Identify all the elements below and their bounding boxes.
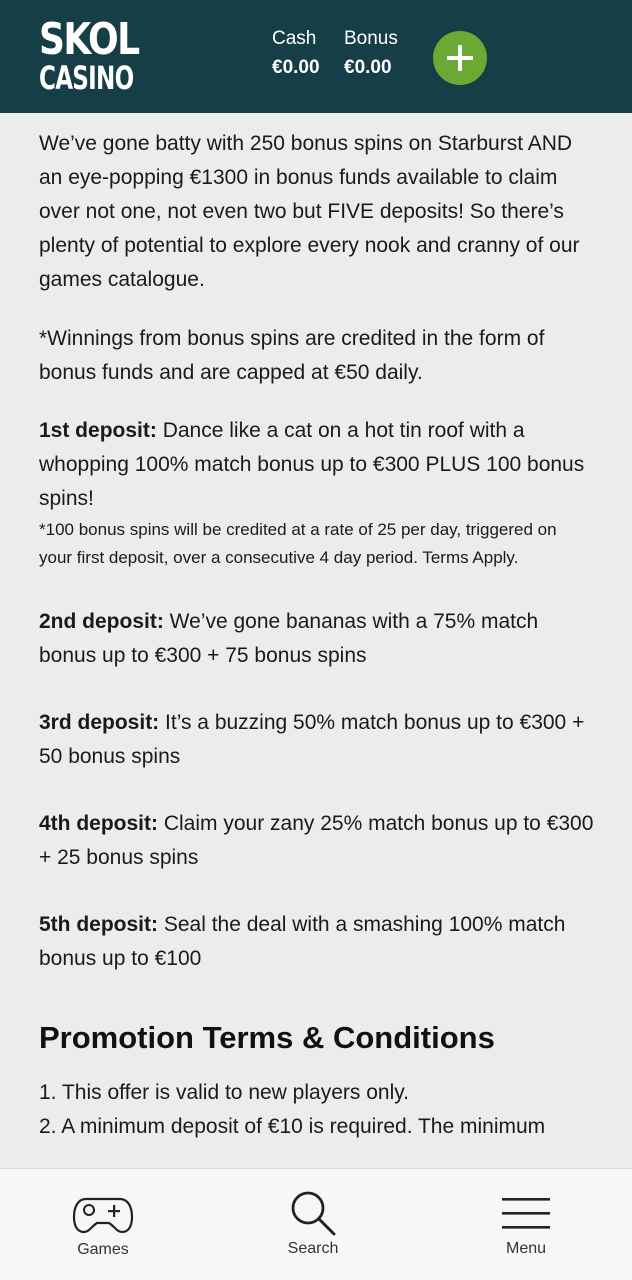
terms-heading: Promotion Terms & Conditions [39, 1020, 495, 1055]
search-icon [287, 1187, 339, 1239]
deposit-3 [39, 706, 594, 774]
terms-item-1: 1. This offer is valid to new players only. [39, 1081, 410, 1104]
bonus-value: €0.00 [344, 57, 392, 78]
nav-games-label: Games [77, 1241, 129, 1258]
deposit-5 [39, 908, 594, 976]
cash-label: Cash [272, 28, 317, 49]
deposit-1-note: *100 bonus spins will be credited at a rate of 25 per day, triggered on your first deposit, over a consecutive 4 day period. Terms Apply. [39, 520, 557, 567]
nav-search-label: Search [287, 1240, 339, 1257]
intro-paragraph: We’ve gone batty with 250 bonus spins on Starburst AND an eye-popping €1300 in bonus funds available to claim over not one, not even two but FIVE deposits! So there’s plenty of potential to explore every nook and cranny of our games catalogue. [39, 132, 580, 291]
skol-casino-logo[interactable] [39, 14, 139, 97]
deposit-2-label: 2nd deposit: [39, 610, 164, 633]
bottom-navigation [0, 1168, 632, 1280]
nav-games[interactable] [33, 1169, 173, 1280]
terms-item-2: 2. A minimum deposit of €10 is required. The minimum [39, 1115, 546, 1138]
deposit-1-label: 1st deposit: [39, 419, 157, 442]
nav-search[interactable] [243, 1169, 383, 1280]
winnings-note: *Winnings from bonus spins are credited in the form of bonus funds and are capped at €50 daily. [39, 327, 545, 384]
header-bar [0, 0, 632, 113]
deposit-1-text [39, 414, 594, 516]
deposit-2 [39, 605, 594, 673]
nav-menu[interactable] [456, 1169, 596, 1280]
deposit-add-button[interactable] [433, 31, 487, 85]
bonus-balance [344, 28, 398, 79]
deposit-1-description: Dance like a cat on a hot tin roof with a whopping 100% match bonus up to €300 PLUS 100 bonus spins! [39, 419, 585, 510]
cash-value: €0.00 [272, 57, 320, 78]
deposit-1 [39, 414, 594, 572]
hamburger-menu-icon [502, 1197, 550, 1231]
deposit-4 [39, 807, 594, 875]
logo-text-bottom: CASINO [39, 59, 134, 97]
cash-balance [272, 28, 320, 79]
logo-text-top: SKOL [39, 14, 139, 65]
deposit-2-description: We’ve gone bananas with a 75% match bonus up to €300 + 75 bonus spins [39, 610, 539, 667]
gamepad-icon [72, 1195, 134, 1235]
deposit-5-label: 5th deposit: [39, 913, 158, 936]
deposit-3-label: 3rd deposit: [39, 711, 160, 734]
promotion-content [0, 113, 632, 1144]
bonus-label: Bonus [344, 28, 398, 49]
deposit-4-description: Claim your zany 25% match bonus up to €300 + 25 bonus spins [39, 812, 594, 869]
deposit-5-description: Seal the deal with a smashing 100% match bonus up to €100 [39, 913, 566, 970]
plus-icon [445, 43, 475, 73]
nav-menu-label: Menu [505, 1240, 547, 1257]
deposit-4-label: 4th deposit: [39, 812, 158, 835]
deposit-3-description: It’s a buzzing 50% match bonus up to €300 + 50 bonus spins [39, 711, 585, 768]
